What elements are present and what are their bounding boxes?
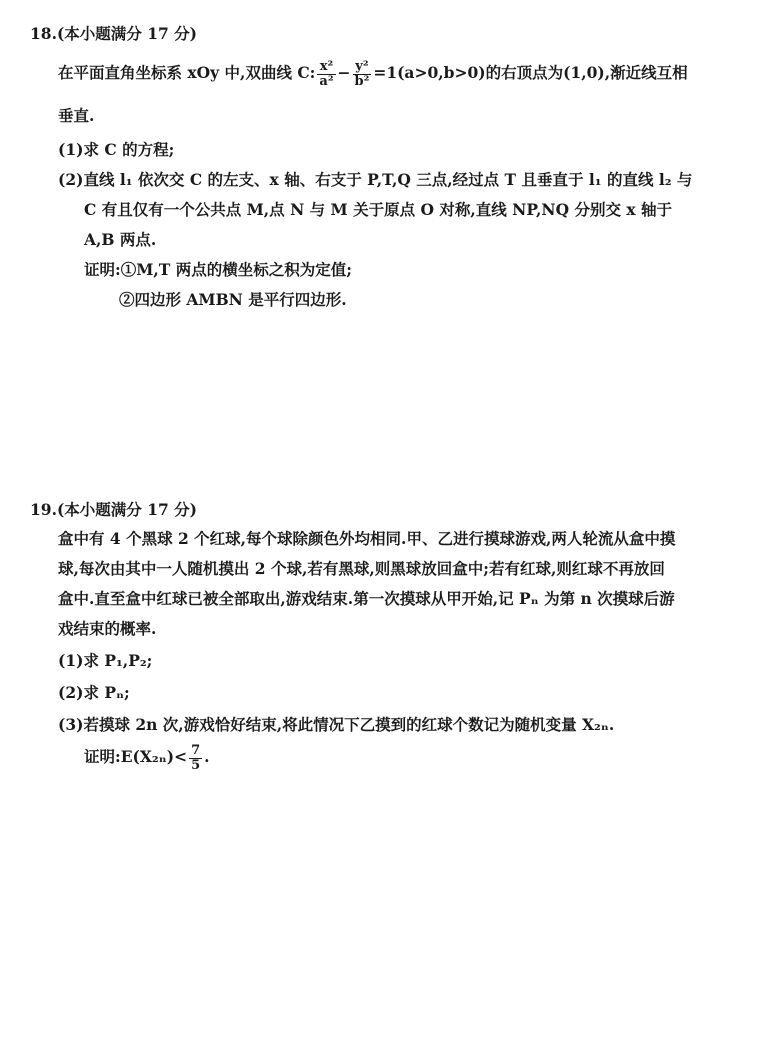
problem-19-line-3: 盒中.直至盒中红球已被全部取出,游戏结束.第一次摸球从甲开始,记 Pₙ 为第 n 次摸球后游 — [58, 589, 675, 608]
problem-19-line-4: 戏结束的概率. — [58, 619, 157, 638]
problem-18-part-2-line-2: C 有且仅有一个公共点 M,点 N 与 M 关于原点 O 对称,直线 NP,NQ 分别交 x 轴于 — [84, 200, 673, 219]
problem-18-header: 18.(本小题满分 17 分) — [30, 24, 197, 43]
minus-sign: − — [337, 63, 351, 83]
problem-18-proof-1: 证明:①M,T 两点的横坐标之积为定值; — [84, 260, 352, 279]
problem-19-line-1: 盒中有 4 个黑球 2 个红球,每个球除颜色外均相同.甲、乙进行摸球游戏,两人轮流从盒中摸 — [58, 529, 676, 548]
proof-text-after: . — [204, 747, 210, 767]
problem-18-part-2-line-1: (2)直线 l₁ 依次交 C 的左支、x 轴、右支于 P,T,Q 三点,经过点 T 且垂直于 l₁ 的直线 l₂ 与 — [58, 170, 693, 189]
intro-text-before: 在平面直角坐标系 xOy 中,双曲线 C: — [58, 63, 316, 83]
fraction-7-5: $\frac{7}{5}$ — [191, 743, 201, 773]
fraction-y2-b2: $\frac{\text{y²}}{\text{b²}}$ — [354, 59, 370, 89]
problem-18-part-2-line-3: A,B 两点. — [84, 230, 157, 249]
intro-text-after: =1(a>0,b>0)的右顶点为(1,0),渐近线互相 — [373, 63, 688, 83]
problem-18-intro-cont: 垂直. — [58, 106, 95, 125]
problem-18-proof-2: ②四边形 AMBN 是平行四边形. — [119, 290, 347, 309]
fraction-x2-a2: $\frac{\text{x²}}{\text{a²}}$ — [319, 59, 334, 89]
problem-19-part-2: (2)求 Pₙ; — [58, 683, 130, 702]
proof-text-before: 证明:E(X₂ₙ)< — [84, 747, 188, 767]
problem-19-header: 19.(本小题满分 17 分) — [30, 500, 197, 519]
problem-19-proof — [84, 744, 210, 772]
problem-18-part-1: (1)求 C 的方程; — [58, 140, 175, 159]
problem-19-part-1: (1)求 P₁,P₂; — [58, 651, 153, 670]
problem-18-intro — [58, 60, 688, 88]
problem-19-part-3: (3)若摸球 2n 次,游戏恰好结束,将此情况下乙摸到的红球个数记为随机变量 X₂ₙ. — [58, 715, 615, 734]
problem-19-line-2: 球,每次由其中一人随机摸出 2 个球,若有黑球,则黑球放回盒中;若有红球,则红球不再放回 — [58, 559, 665, 578]
